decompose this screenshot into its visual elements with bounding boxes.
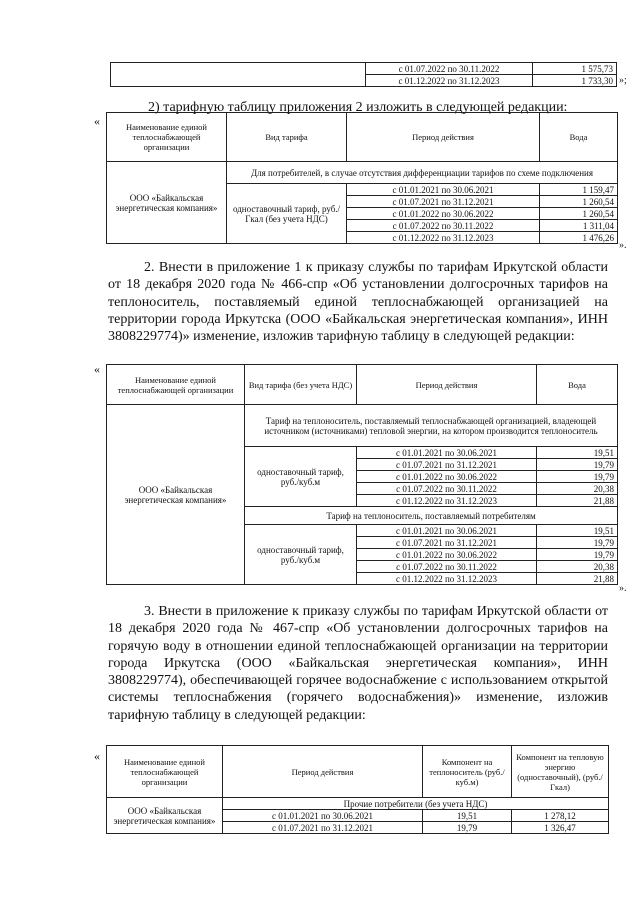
paragraph-first-line: 2. Внести в приложение 1 к приказу службы по тарифам Иркутской	[144, 260, 557, 275]
period-cell: с 01.07.2021 по 31.12.2021	[357, 537, 537, 549]
value-cell: 21,88	[537, 495, 618, 507]
header-org: Наименование единой теплоснабжающей организации	[107, 365, 245, 405]
tariff-table-3	[106, 745, 609, 834]
table-header-row	[107, 746, 609, 798]
group-header: Тариф на теплоноситель, поставляемый теплоснабжающей организацией, владеющей источником (источниками) тепловой энергии, на котором производится теплоноситель	[245, 405, 618, 447]
group-header: Прочие потребители (без учета НДС)	[223, 798, 609, 810]
org-name-cell: ООО «Байкальская энергетическая компания»	[107, 405, 245, 585]
table-header-row	[107, 113, 618, 162]
value-cell: 19,51	[537, 447, 618, 459]
paragraph-body: области от 18 декабря 2020 года № 467-спр «Об установлении долгосрочных тарифов на горячую воду в отношении единой теплоснабжающей организации на территории города Иркутска (ООО «Байкальская энергетическая компания», ИНН 3808229774), обеспечивающей горячее водоснабжение с использованием открытой системы теплоснабжения (горячего водоснабжения)» изменение, изложив тарифную таблицу в следующей редакции:	[108, 604, 609, 723]
group-header: Тариф на теплоноситель, поставляемый потребителям	[245, 507, 618, 525]
header-type: Вид тарифа	[227, 113, 347, 162]
header-value: Вода	[540, 113, 618, 162]
value-cell: 1 159,47	[540, 184, 618, 196]
value-cell: 21,88	[537, 573, 618, 585]
energy-cell: 1 278,12	[512, 810, 609, 822]
period-cell: с 01.01.2022 по 30.06.2022	[347, 208, 540, 220]
paragraph-first-line: 3. Внести в приложение к приказу службы по тарифам Иркутской	[144, 604, 541, 619]
paragraph-item-2	[108, 259, 608, 345]
group-header: Для потребителей, в случае отсутствия дифференциации тарифов по схеме подключения	[227, 162, 618, 184]
carrier-cell: 19,51	[423, 810, 512, 822]
period-cell: с 01.01.2021 по 30.06.2021	[357, 525, 537, 537]
header-value: Вода	[537, 365, 618, 405]
org-name-cell: ООО «Байкальская энергетическая компания»	[107, 162, 227, 244]
period-cell: с 01.01.2022 по 30.06.2022	[357, 471, 537, 483]
period-cell: с 01.01.2021 по 30.06.2021	[347, 184, 540, 196]
tariff-table-2	[106, 364, 618, 585]
header-period: Период действия	[357, 365, 537, 405]
header-period: Период действия	[347, 113, 540, 162]
table-open-quote: «	[94, 749, 100, 763]
value-cell: 19,79	[537, 471, 618, 483]
period-cell: с 01.07.2022 по 30.11.2022	[347, 220, 540, 232]
table-closing-mark: ».	[619, 583, 627, 594]
value-cell: 1 311,04	[540, 220, 618, 232]
org-name-cell: ООО «Байкальская энергетическая компания»	[107, 798, 223, 834]
table-open-quote: «	[94, 362, 100, 376]
header-org: Наименование единой теплоснабжающей организации	[107, 746, 223, 798]
header-period: Период действия	[223, 746, 423, 798]
period-cell: с 01.01.2022 по 30.06.2022	[357, 549, 537, 561]
period-cell: с 01.07.2022 по 30.11.2022	[357, 561, 537, 573]
value-cell: 1 476,26	[540, 232, 618, 244]
value-cell: 1 733,30	[533, 75, 617, 87]
amendment-heading: 2) тарифную таблицу приложения 2 изложить в следующей редакции:	[148, 100, 568, 115]
tariff-table-1	[106, 112, 618, 244]
table-open-quote: «	[94, 114, 100, 128]
value-cell: 1 575,73	[533, 63, 617, 75]
table-continuation	[110, 62, 617, 87]
table-row	[107, 405, 618, 447]
tariff-type-cell: одноставочный тариф, руб./куб.м	[245, 447, 357, 507]
period-cell: с 01.07.2021 по 31.12.2021	[357, 459, 537, 471]
paragraph-body: области от 18 декабря 2020 года № 466-спр «Об установлении долгосрочных тарифов на теплоноситель, поставляемый единой теплоснабжающей организацией на территории города Иркутска (ООО «Байкальская энергетическая компания», ИНН 3808229774)» изменение, изложив тарифную таблицу в следующей редакции:	[108, 260, 609, 345]
carrier-cell: 19,79	[423, 822, 512, 834]
value-cell: 20,38	[537, 483, 618, 495]
period-cell: с 01.07.2021 по 31.12.2021	[223, 822, 423, 834]
header-type: Вид тарифа (без учета НДС)	[245, 365, 357, 405]
value-cell: 1 260,54	[540, 196, 618, 208]
header-org: Наименование единой теплоснабжающей организации	[107, 113, 227, 162]
table-row	[111, 63, 617, 75]
table-header-row	[107, 365, 618, 405]
period-cell: с 01.12.2022 по 31.12.2023	[366, 75, 533, 87]
value-cell: 1 260,54	[540, 208, 618, 220]
period-cell: с 01.12.2022 по 31.12.2023	[347, 232, 540, 244]
energy-cell: 1 326,47	[512, 822, 609, 834]
table-closing-mark: ».	[619, 240, 627, 251]
paragraph-item-3	[108, 603, 608, 724]
value-cell: 19,79	[537, 459, 618, 471]
period-cell: с 01.12.2022 по 31.12.2023	[357, 495, 537, 507]
table-closing-mark: »;	[619, 75, 627, 86]
value-cell: 19,51	[537, 525, 618, 537]
period-cell: с 01.01.2021 по 30.06.2021	[357, 447, 537, 459]
period-cell: с 01.07.2021 по 31.12.2021	[347, 196, 540, 208]
tariff-type-cell: одноставочный тариф, руб./Гкал (без учета НДС)	[227, 184, 347, 244]
value-cell: 19,79	[537, 549, 618, 561]
table-row	[107, 162, 618, 184]
period-cell: с 01.07.2022 по 30.11.2022	[357, 483, 537, 495]
value-cell: 20,38	[537, 561, 618, 573]
period-cell: с 01.12.2022 по 31.12.2023	[357, 573, 537, 585]
table-row	[107, 798, 609, 810]
tariff-type-cell: одноставочный тариф, руб./куб.м	[245, 525, 357, 585]
period-cell: с 01.07.2022 по 30.11.2022	[366, 63, 533, 75]
period-cell: с 01.01.2021 по 30.06.2021	[223, 810, 423, 822]
header-carrier: Компонент на теплоноситель (руб./куб.м)	[423, 746, 512, 798]
value-cell: 19,79	[537, 537, 618, 549]
header-energy: Компонент на тепловую энергию (одноставочный), (руб./Гкал)	[512, 746, 609, 798]
